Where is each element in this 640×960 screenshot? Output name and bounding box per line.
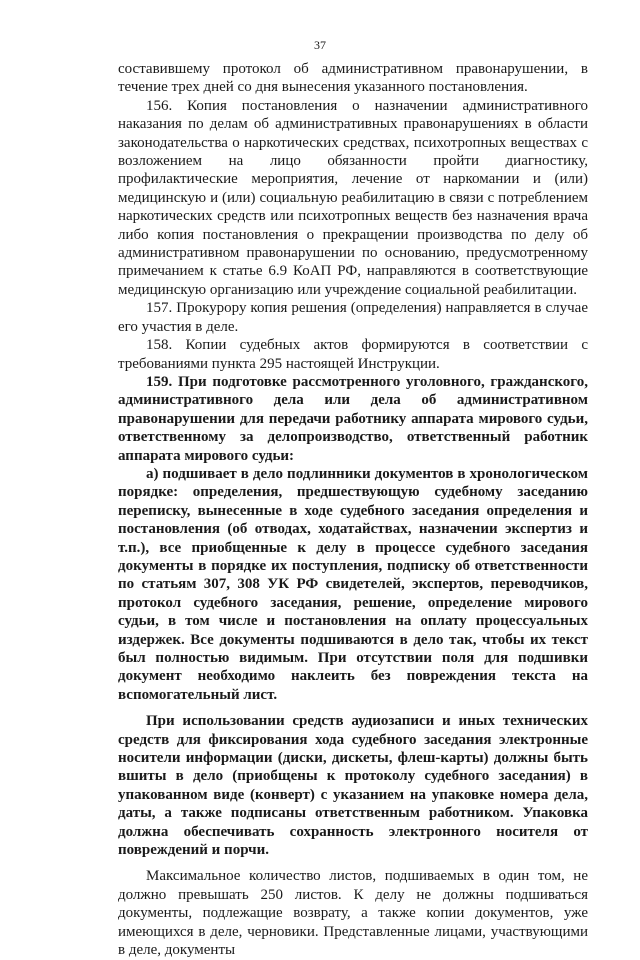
paragraph-156: 156. Копия постановления о назначении административного наказания по делам об административных правонарушениях в области законодательства о наркотических средствах, психотропных веществах с возложением на лицо обязанности пройти диагностику, профилактические мероприятия, лечение от наркомании и (или) медицинскую и (или) социальную реабилитацию в связи с потреблением наркотических средств или психотропных веществ без назначения врача либо копия постановления о прекращении производства по делу об административном правонарушении по основанию, предусмотренному примечанием к статье 6.9 КоАП РФ, направляются в соответствующие медицинскую организацию или учреждение социальной реабилитации.: [118, 97, 588, 298]
paragraph-157: 157. Прокурору копия решения (определения) направляется в случае его участия в деле.: [118, 300, 588, 335]
paragraph-audio-recording: При использовании средств аудиозаписи и иных технических средств для фиксирования хода судебного заседания электронные носители информации (диски, дискеты, флеш-карты) должны быть вшиты в дело (приобщены к протоколу судебного заседания) в упакованном виде (конверт) с указанием на упаковке номера дела, даты, а также подписаны ответственным работником. Упаковка должна обеспечивать сохранность электронного носителя от повреждений и порчи.: [118, 713, 588, 859]
paragraph-159: 159. При подготовке рассмотренного уголовного, гражданского, административного дела или дела об административном правонарушении для передачи работнику аппарата мирового судьи, ответственному за делопроизводство, ответственный работник аппарата мирового судьи:: [118, 373, 588, 464]
paragraph-max-sheets: Максимальное количество листов, подшиваемых в один том, не должно превышать 250 листов. К делу не должны подшиваться документы, подлежащие возврату, а также копии документов, уже имеющихся в деле, черновики. Представленные лицами, участвующими в деле, документы: [118, 868, 588, 959]
paragraph-158: 158. Копии судебных актов формируются в соответствии с требованиями пункта 295 настоящей Инструкции.: [118, 337, 588, 372]
paragraph-continuation: составившему протокол об административном правонарушении, в течение трех дней со дня вынесения указанного постановления.: [118, 61, 588, 96]
page-number: 37: [314, 38, 326, 52]
paragraph-159-a: а) подшивает в дело подлинники документов в хронологическом порядке: определения, предшествующую судебному заседанию переписку, вынесенные в ходе судебного заседания определения и постановления (об отводах, ходатайствах, назначении экспертиз и т.п.), все приобщенные к делу в процессе судебного заседания документы в порядке их поступления, подписку об ответственности по статьям 307, 308 УК РФ свидетелей, экспертов, переводчиков, протокол судебного заседания, решение, определение мирового судьи, в том числе и постановления на оплату процессуальных издержек. Все документы подшиваются в дело так, чтобы их текст был полностью видимым. При отсутствии поля для подшивки документ необходимо наклеить без повреждения текста на вспомогательный лист.: [118, 465, 588, 703]
document-body: [118, 60, 588, 960]
